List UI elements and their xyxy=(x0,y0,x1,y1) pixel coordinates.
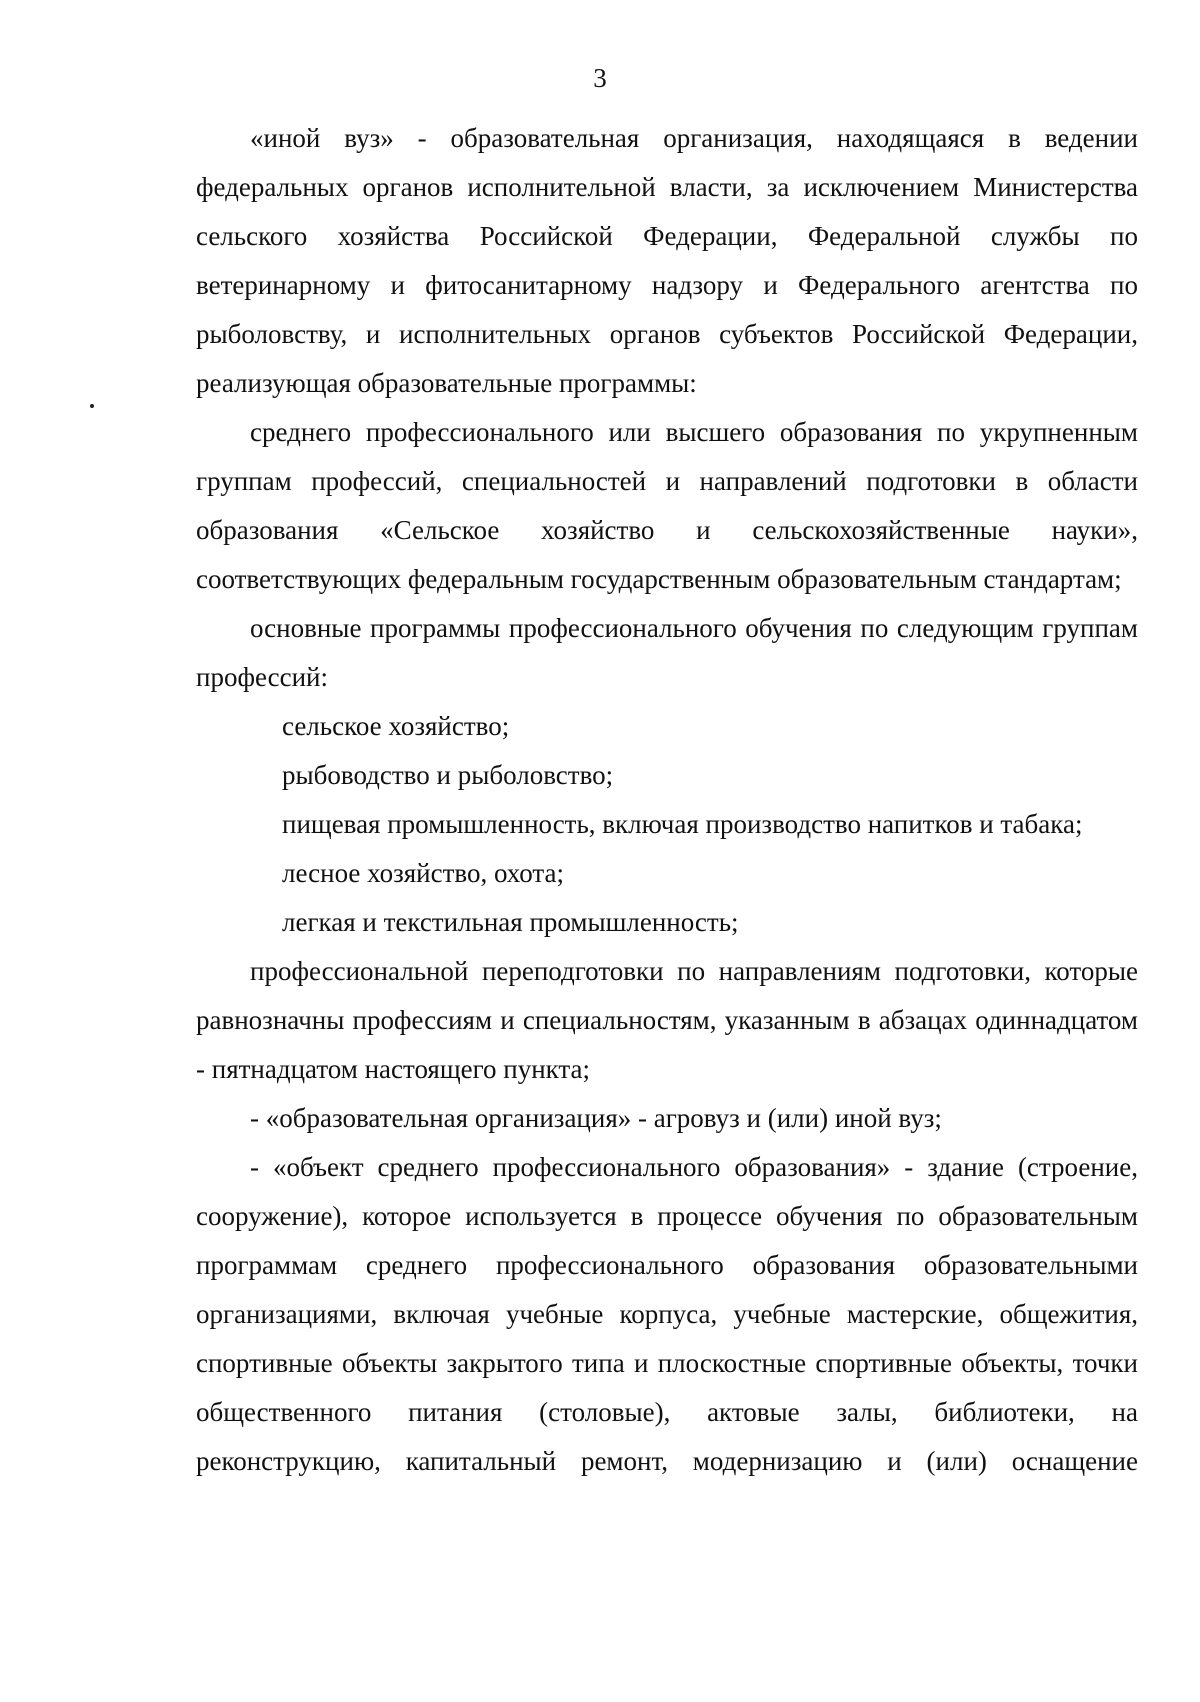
list-item-profession-group: легкая и текстильная промышленность; xyxy=(282,907,739,937)
paragraph-vocational-higher-education: среднего профессионального или высшего образования по укрупненным группам профессий, специальностей и направлений подготовки в области образования «Сельское хозяйство и сельскохозяйственные науки», соответствующих федеральным государственным образовательным стандартам; xyxy=(196,417,1138,594)
list-item-profession-group: рыбоводство и рыболовство; xyxy=(282,760,614,790)
page-number: 3 xyxy=(593,63,607,93)
list-item-profession-group: сельское хозяйство; xyxy=(282,711,510,741)
paragraph-professional-training-programs: основные программы профессионального обучения по следующим группам профессий: xyxy=(196,613,1138,692)
list-item-profession-group: пищевая промышленность, включая производство напитков и табака; xyxy=(282,809,1083,839)
stray-dot-mark xyxy=(90,404,94,408)
paragraph-other-university-definition: «иной вуз» - образовательная организация, находящаяся в ведении федеральных органов исполнительной власти, за исключением Министерства сельского хозяйства Российской Федерации, Федеральной службы по ветеринарному и фитосанитарному надзору и Федерального агентства по рыболовству, и исполнительных органов субъектов Российской Федерации, реализующая образовательные программы: xyxy=(196,123,1138,398)
document-body xyxy=(196,114,1138,1486)
paragraph-vocational-education-object-definition: - «объект среднего профессионального образования» - здание (строение, сооружение), которое используется в процессе обучения по образовательным программам среднего профессионального образования образовательными организациями, включая учебные корпуса, учебные мастерские, общежития, спортивные объекты закрытого типа и плоскостные спортивные объекты, точки общественного питания (столовые), актовые залы, библиотеки, на реконструкцию, капитальный ремонт, модернизацию и (или) оснащение xyxy=(196,1152,1138,1476)
list-item-profession-group: лесное хозяйство, охота; xyxy=(282,858,565,888)
paragraph-educational-organization-definition: - «образовательная организация» - агровуз и (или) иной вуз; xyxy=(250,1103,942,1133)
paragraph-professional-retraining: профессиональной переподготовки по направлениям подготовки, которые равнозначны профессиям и специальностям, указанным в абзацах одиннадцатом - пятнадцатом настоящего пункта; xyxy=(196,956,1138,1084)
